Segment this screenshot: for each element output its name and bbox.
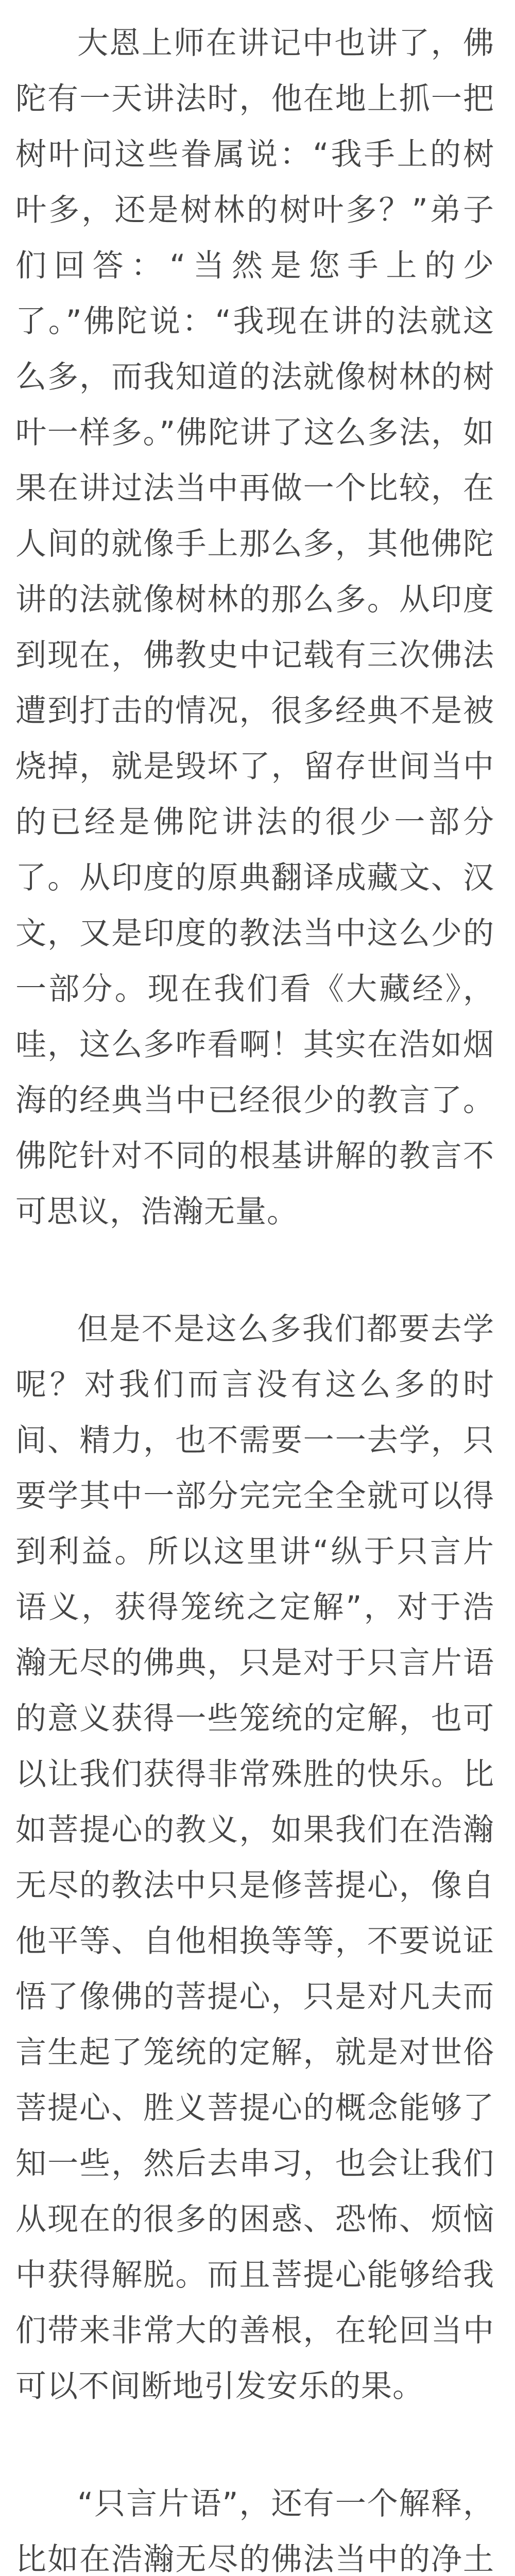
paragraph-2: 但是不是这么多我们都要去学呢？对我们而言没有这么多的时间、精力，也不需要一一去学，只要学其中一部分完完全全就可以得到利益。所以这里讲“纵于只言片语义，获得笼统之定解”，对于浩瀚无尽的佛典，只是对于只言片语的意义获得一些笼统的定解，也可以让我们获得非常殊胜的快乐。比如菩提心的教义，如果我们在浩瀚无尽的教法中只是修菩提心，像自他平等、自他相换等等，不要说证悟了像佛的菩提心，只是对凡夫而言生起了笼统的定解，就是对世俗菩提心、胜义菩提心的概念能够了知一些，然后去串习，也会让我们从现在的很多的困惑、恐怖、烦恼中获得解脱。而且菩提心能够给我们带来非常大的善根，在轮回当中可以不间断地引发安乐的果。 bbox=[15, 1311, 494, 2404]
paragraph-1: 大恩上师在讲记中也讲了，佛陀有一天讲法时，他在地上抓一把树叶问这些眷属说：“我手上的树叶多，还是树林的树叶多？”弟子们回答：“当然是您手上的少了。”佛陀说：“我现在讲的法就这么多，而我知道的法就像树林的树叶一样多。”佛陀讲了这么多法，如果在讲过法当中再做一个比较，在人间的就像手上那么多，其他佛陀讲的法就像树林的那么多。从印度到现在，佛教史中记载有三次佛法遭到打击的情况，很多经典不是被烧掉，就是毁坏了，留存世间当中的已经是佛陀讲法的很少一部分了。从印度的原典翻译成藏文、汉文，又是印度的教法当中这么少的一部分。现在我们看《大藏经》，哇，这么多咋看啊！其实在浩如烟海的经典当中已经很少的教言了。佛陀针对不同的根基讲解的教言不可思议，浩瀚无量。 bbox=[15, 25, 494, 1230]
article-body bbox=[15, 15, 494, 2576]
paragraph-3: “只言片语”，还有一个解释，比如在浩瀚无尽的佛法当中的净土 bbox=[15, 2486, 494, 2576]
